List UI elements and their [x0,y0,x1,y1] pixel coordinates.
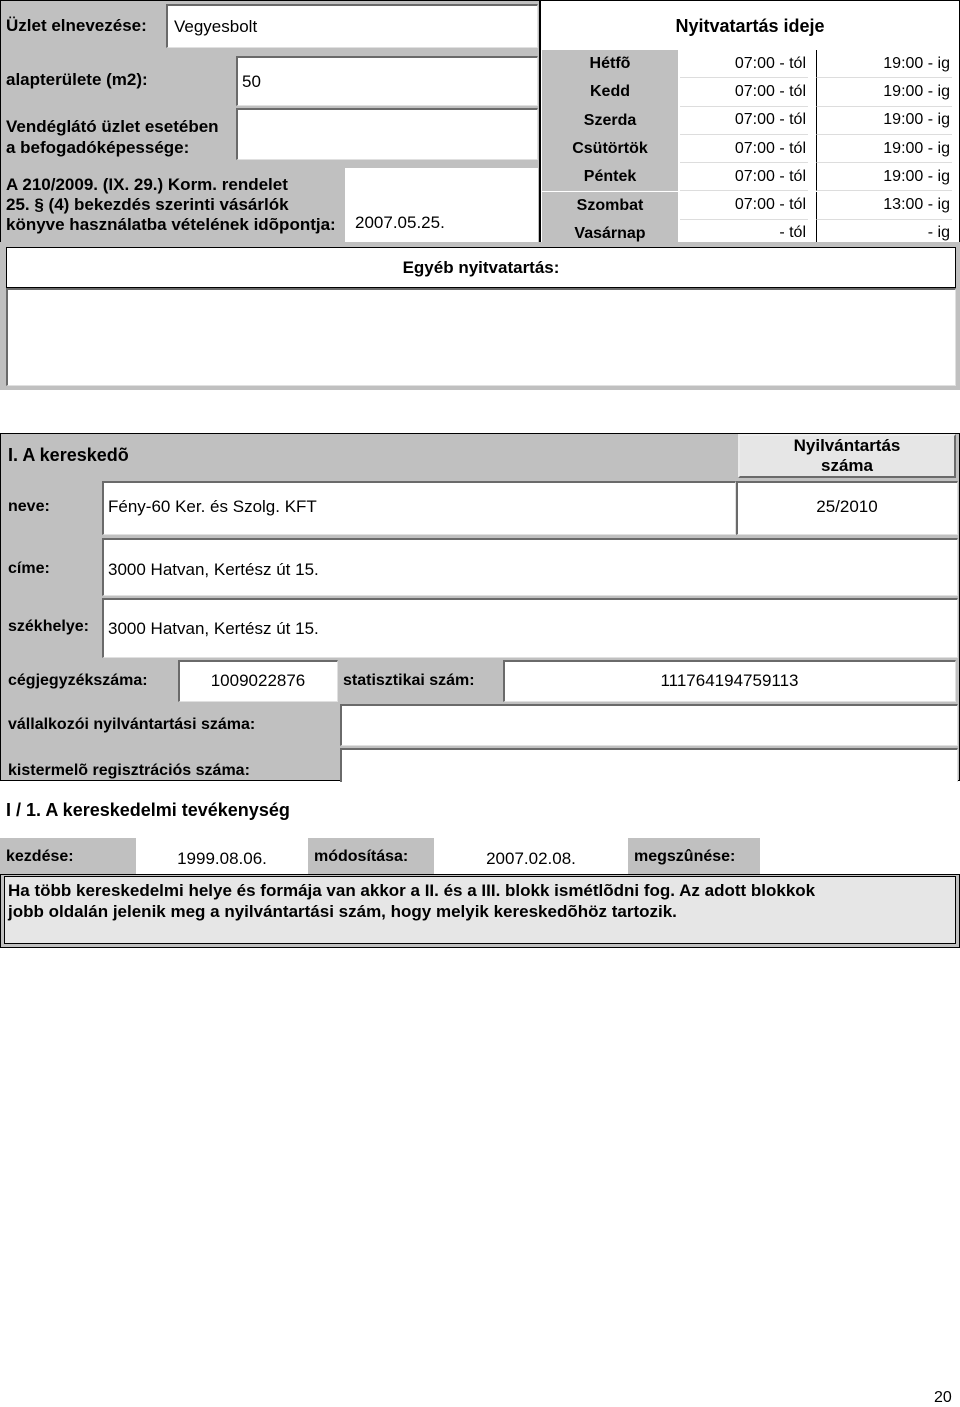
opening-hours-to: 19:00 - ig [816,163,952,191]
name-label: neve: [8,498,50,515]
opening-hours-from: 07:00 - tól [680,50,808,78]
other-hours-label: Egyéb nyitvatartás: [402,258,560,277]
stat-value: 111764194759113 [660,671,799,690]
capacity-label [6,116,219,158]
opening-hours-to: 19:00 - ig [816,107,952,135]
mod-label: módosítása: [314,848,409,865]
start-label: kezdése: [6,848,74,865]
area-label: alapterülete (m2): [6,70,148,89]
decree-field [345,168,538,246]
activity-section-title: I / 1. A kereskedelmi tevékenység [6,799,290,820]
opening-hours-to: - ig [816,220,952,248]
address-value: 3000 Hatvan, Kertész út 15. [108,560,319,579]
opening-hours-to: 19:00 - ig [816,78,952,106]
company-reg-label: cégjegyzékszáma: [8,672,148,689]
area-value: 50 [242,71,261,91]
stat-label: statisztikai szám: [343,672,475,689]
merchant-section-title: I. A kereskedõ [8,444,129,465]
end-label: megszûnése: [634,848,736,865]
opening-hours-title: Nyitvatartás ideje [675,15,825,36]
shop-name-value: Vegyesbolt [174,16,258,36]
entrepreneur-label: vállalkozói nyilvántartási száma: [8,716,256,733]
opening-hours-day: Hétfõ [542,50,678,78]
mod-value: 2007.02.08. [486,849,576,868]
shop-name-label: Üzlet elnevezése: [6,16,147,35]
opening-hours-day: Vasárnap [542,220,678,248]
capacity-label-line2: a befogadóképessége: [6,138,190,157]
seat-value: 3000 Hatvan, Kertész út 15. [108,619,319,638]
opening-hours-to: 19:00 - ig [816,50,952,78]
note-text: Ha több kereskedelmi helye és formája van akkor a II. és a III. blokk ismétlõdni fog. Az adott blokkok jobb oldalán jelenik meg a nyilvántartási szám, hogy melyik kereskedõhöz tartozik. [8,881,816,921]
opening-hours-from: 07:00 - tól [680,192,808,220]
opening-hours-day: Kedd [542,78,678,106]
opening-hours-from: - tól [680,220,808,248]
area-field [236,56,538,106]
name-value: Fény-60 Ker. és Szolg. KFT [108,497,317,516]
decree-label-line2: 25. § (4) bekezdés szerinti vásárlók [6,195,289,214]
end-field [760,838,958,874]
registry-number-value: 25/2010 [816,497,878,516]
capacity-label-line1: Vendéglátó üzlet esetében [6,117,219,136]
opening-hours-from: 07:00 - tól [680,135,808,163]
page-number: 20 [934,1389,952,1406]
opening-hours-day: Péntek [542,163,678,191]
smallproducer-label: kistermelõ regisztrációs száma: [8,762,250,779]
opening-hours-from: 07:00 - tól [680,107,808,135]
opening-hours-day: Szombat [542,192,678,220]
registry-header-text [738,436,956,476]
decree-label-line3: könyve használatba vételének idõpontja: [6,215,336,234]
address-label: címe: [8,560,50,577]
shop-name-field [166,4,538,48]
decree-label-line1: A 210/2009. (IX. 29.) Korm. rendelet [6,175,288,194]
company-reg-value: 1009022876 [210,671,306,690]
opening-hours-from: 07:00 - tól [680,78,808,106]
entrepreneur-field [340,704,958,746]
registry-header-line2: száma [821,456,873,475]
decree-label [6,175,336,235]
opening-hours-day: Csütörtök [542,135,678,163]
capacity-field [236,108,538,160]
registry-header-line1: Nyilvántartás [793,436,901,455]
start-value: 1999.08.06. [177,849,267,868]
seat-label: székhelye: [8,618,89,635]
opening-hours-to: 13:00 - ig [816,192,952,220]
opening-hours-to: 19:00 - ig [816,135,952,163]
decree-value: 2007.05.25. [355,213,445,232]
opening-hours-day: Szerda [542,107,678,135]
opening-hours-from: 07:00 - tól [680,163,808,191]
other-hours-textarea [6,288,956,386]
